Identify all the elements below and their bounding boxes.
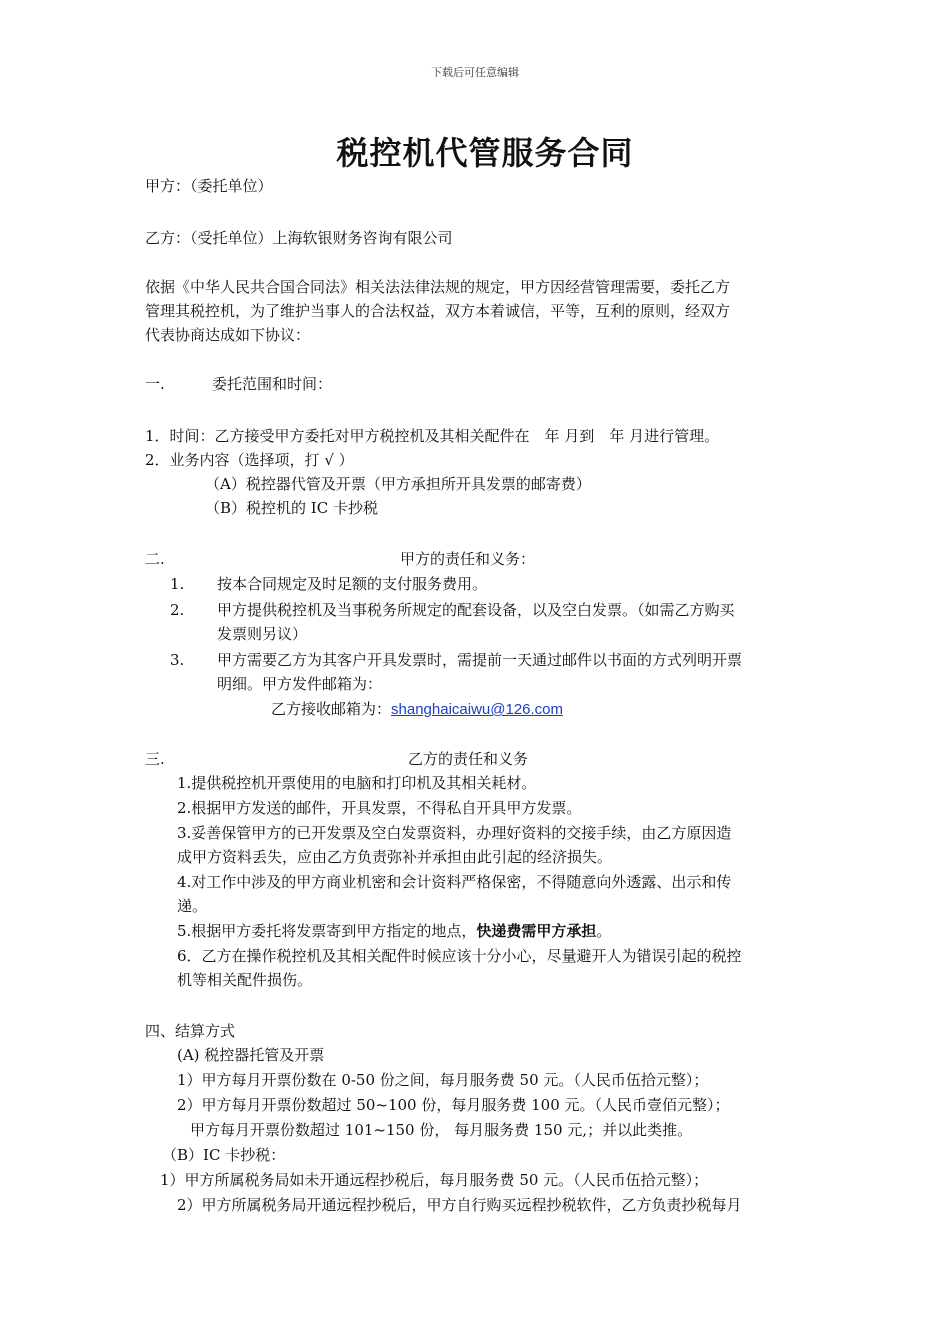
- section2-item-text: 按本合同规定及时足额的支付服务费用。: [217, 575, 488, 593]
- section2-number: 二.: [145, 550, 165, 568]
- section4-title: 四、结算方式: [145, 1022, 236, 1040]
- section3-line: 3.妥善保管甲方的已开发票及空白发票资料，办理好资料的交接手续，由乙方原因造: [177, 824, 732, 842]
- section3-line: 成甲方资料丢失，应由乙方负责弥补并承担由此引起的经济损失。: [177, 848, 613, 866]
- section4-line: 甲方每月开票份数超过 101~150 份， 每月服务费 150 元,；并以此类推。: [190, 1121, 693, 1139]
- section3-number: 三.: [145, 750, 165, 768]
- receive-email-link[interactable]: shanghaicaiwu@126.com: [391, 701, 564, 718]
- section4-line: 2）甲方每月开票份数超过 50~100 份，每月服务费 100 元。（人民币壹佰元整）；: [177, 1096, 730, 1114]
- section4-sub-a: (A) 税控器托管及开票: [177, 1046, 325, 1064]
- section2-item-number: 2.: [170, 601, 185, 619]
- section2-item-text: 甲方提供税控机及当事税务所规定的配套设备，以及空白发票。（如需乙方购买: [217, 601, 735, 619]
- section2-item-number: 1.: [170, 575, 185, 593]
- receive-email-row: [271, 697, 563, 722]
- section3-line: 1.提供税控机开票使用的电脑和打印机及其相关耗材。: [177, 774, 537, 792]
- section3-line: 6．乙方在操作税控机及其相关配件时候应该十分小心，尽量避开人为错误引起的税控: [177, 947, 742, 965]
- intro-line: 依据《中华人民共合国合同法》相关法法律法规的规定，甲方因经营管理需要，委托乙方: [145, 278, 731, 296]
- section1-item: 1．时间：乙方接受甲方委托对甲方税控机及其相关配件在 年 月到 年 月进行管理。: [145, 427, 720, 445]
- line5-end: 。: [596, 922, 612, 940]
- section3-title: 乙方的责任和义务: [408, 750, 529, 768]
- section2-item-text: 明细。甲方发件邮箱为：: [217, 675, 383, 693]
- section1-option: （B）税控机的 IC 卡抄税: [205, 499, 378, 517]
- section1-title: 委托范围和时间：: [212, 375, 333, 393]
- section4-line: 2）甲方所属税务局开通远程抄税后，甲方自行购买远程抄税软件，乙方负责抄税每月: [177, 1196, 742, 1214]
- section2-item-text: 甲方需要乙方为其客户开具发票时，需提前一天通过邮件以书面的方式列明开票: [217, 651, 743, 669]
- section3-line: 递。: [177, 897, 208, 915]
- section4-sub-b: （B）IC 卡抄税：: [162, 1146, 286, 1164]
- receive-email-label: 乙方接收邮箱为：: [271, 700, 392, 718]
- section1-number: 一.: [145, 375, 165, 393]
- intro-line: 管理其税控机，为了维护当事人的合法权益，双方本着诚信，平等，互利的原则，经双方: [145, 302, 731, 320]
- section3-line-5: [177, 919, 611, 943]
- party-b: 乙方：（受托单位）上海软银财务咨询有限公司: [145, 229, 453, 247]
- section3-line: 2.根据甲方发送的邮件，开具发票，不得私自开具甲方发票。: [177, 799, 582, 817]
- section3-line: 机等相关配件损伤。: [177, 971, 313, 989]
- section1-item: 2．业务内容（选择项，打 √ ）: [145, 451, 354, 469]
- header-note: 下载后可任意编辑: [431, 66, 519, 79]
- line5-bold: 快递费需甲方承担: [476, 922, 597, 940]
- section2-title: 甲方的责任和义务：: [400, 550, 536, 568]
- intro-line: 代表协商达成如下协议：: [145, 326, 311, 344]
- section4-line: 1）甲方每月开票份数在 0-50 份之间，每月服务费 50 元。（人民币伍拾元整）；: [177, 1071, 709, 1089]
- party-a: 甲方：（委托单位）: [145, 177, 273, 195]
- contract-title: 税控机代管服务合同: [336, 134, 634, 172]
- section2-item-text: 发票则另议）: [217, 625, 308, 643]
- section3-line: 4.对工作中涉及的甲方商业机密和会计资料严格保密，不得随意向外透露、出示和传: [177, 873, 732, 891]
- line5-text: 5.根据甲方委托将发票寄到甲方指定的地点，: [177, 922, 477, 940]
- section4-line: 1）甲方所属税务局如未开通远程抄税后，每月服务费 50 元。（人民币伍拾元整）；: [160, 1171, 709, 1189]
- section1-option: （A）税控器代管及开票（甲方承担所开具发票的邮寄费）: [205, 475, 591, 493]
- section2-item-number: 3.: [170, 651, 185, 669]
